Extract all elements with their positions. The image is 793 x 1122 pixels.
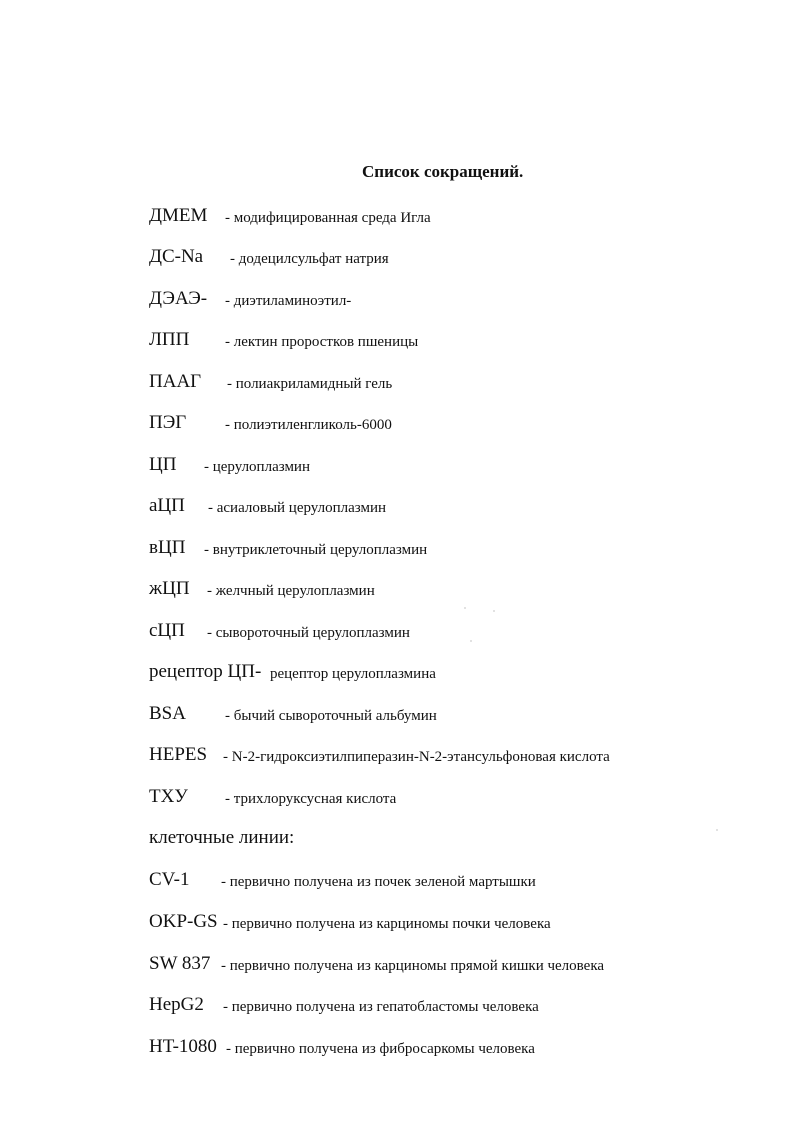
abbreviation-definition: - бычий сывороточный альбумин <box>225 708 437 724</box>
cell-line-name: CV-1 <box>149 869 190 890</box>
abbreviation-definition: - церулоплазмин <box>204 459 310 475</box>
abbreviation-definition: рецептор церулоплазмина <box>270 666 436 682</box>
scan-speck <box>464 607 466 609</box>
abbreviation-term: ДС-Na <box>149 246 204 267</box>
abbreviation-definition: - сывороточный церулоплазмин <box>207 625 410 641</box>
abbreviation-term: ЛПП <box>149 329 190 350</box>
abbreviation-term: HEPES <box>149 744 208 765</box>
cell-line-definition: - первично получена из фибросаркомы человека <box>226 1041 535 1057</box>
scan-speck <box>493 610 495 612</box>
abbreviation-term: ПААГ <box>149 371 202 392</box>
cell-line-name: OKP-GS <box>149 911 218 932</box>
scan-speck <box>716 829 718 831</box>
abbreviation-term: рецептор ЦП- <box>149 661 262 682</box>
abbreviation-term: ПЭГ <box>149 412 187 433</box>
cell-line-name: SW 837 <box>149 953 211 974</box>
abbreviation-definition: - полиэтиленгликоль-6000 <box>225 417 392 433</box>
abbreviation-term: сЦП <box>149 620 185 641</box>
abbreviation-term: ЦП <box>149 454 177 475</box>
cell-line-name: HT-1080 <box>149 1036 217 1057</box>
page-title: Список сокращений. <box>362 162 524 181</box>
abbreviation-definition: - желчный церулоплазмин <box>207 583 375 599</box>
abbreviation-definition: - лектин проростков пшеницы <box>225 334 419 350</box>
cell-lines-heading: клеточные линии: <box>149 827 295 848</box>
abbreviation-definition: - диэтиламиноэтил- <box>225 293 352 309</box>
abbreviation-definition: - внутриклеточный церулоплазмин <box>204 542 428 558</box>
abbreviation-definition: - модифицированная среда Игла <box>225 210 431 226</box>
cell-line-definition: - первично получена из карциномы почки человека <box>223 916 551 932</box>
abbreviation-definition: - трихлоруксусная кислота <box>225 791 397 807</box>
cell-line-definition: - первично получена из почек зеленой мартышки <box>221 874 536 890</box>
cell-line-name: HepG2 <box>149 994 204 1015</box>
abbreviation-definition: - полиакриламидный гель <box>227 376 393 392</box>
abbreviation-term: жЦП <box>149 578 190 599</box>
abbreviation-term: ТХУ <box>149 786 188 807</box>
abbreviation-term: ДЭАЭ- <box>149 288 208 309</box>
cell-line-definition: - первично получена из карциномы прямой кишки человека <box>221 958 605 974</box>
abbreviation-term: вЦП <box>149 537 186 558</box>
abbreviation-definition: - N-2-гидроксиэтилпиперазин-N-2-этансульфоновая кислота <box>223 749 610 765</box>
abbreviation-definition: - асиаловый церулоплазмин <box>208 500 387 516</box>
abbreviation-definition: - додецилсульфат натрия <box>230 251 389 267</box>
abbreviation-term: BSA <box>149 703 186 724</box>
scan-speck <box>470 640 472 642</box>
abbreviation-term: аЦП <box>149 495 185 516</box>
abbreviation-term: ДМЕМ <box>149 205 208 226</box>
cell-line-definition: - первично получена из гепатобластомы человека <box>223 999 539 1015</box>
